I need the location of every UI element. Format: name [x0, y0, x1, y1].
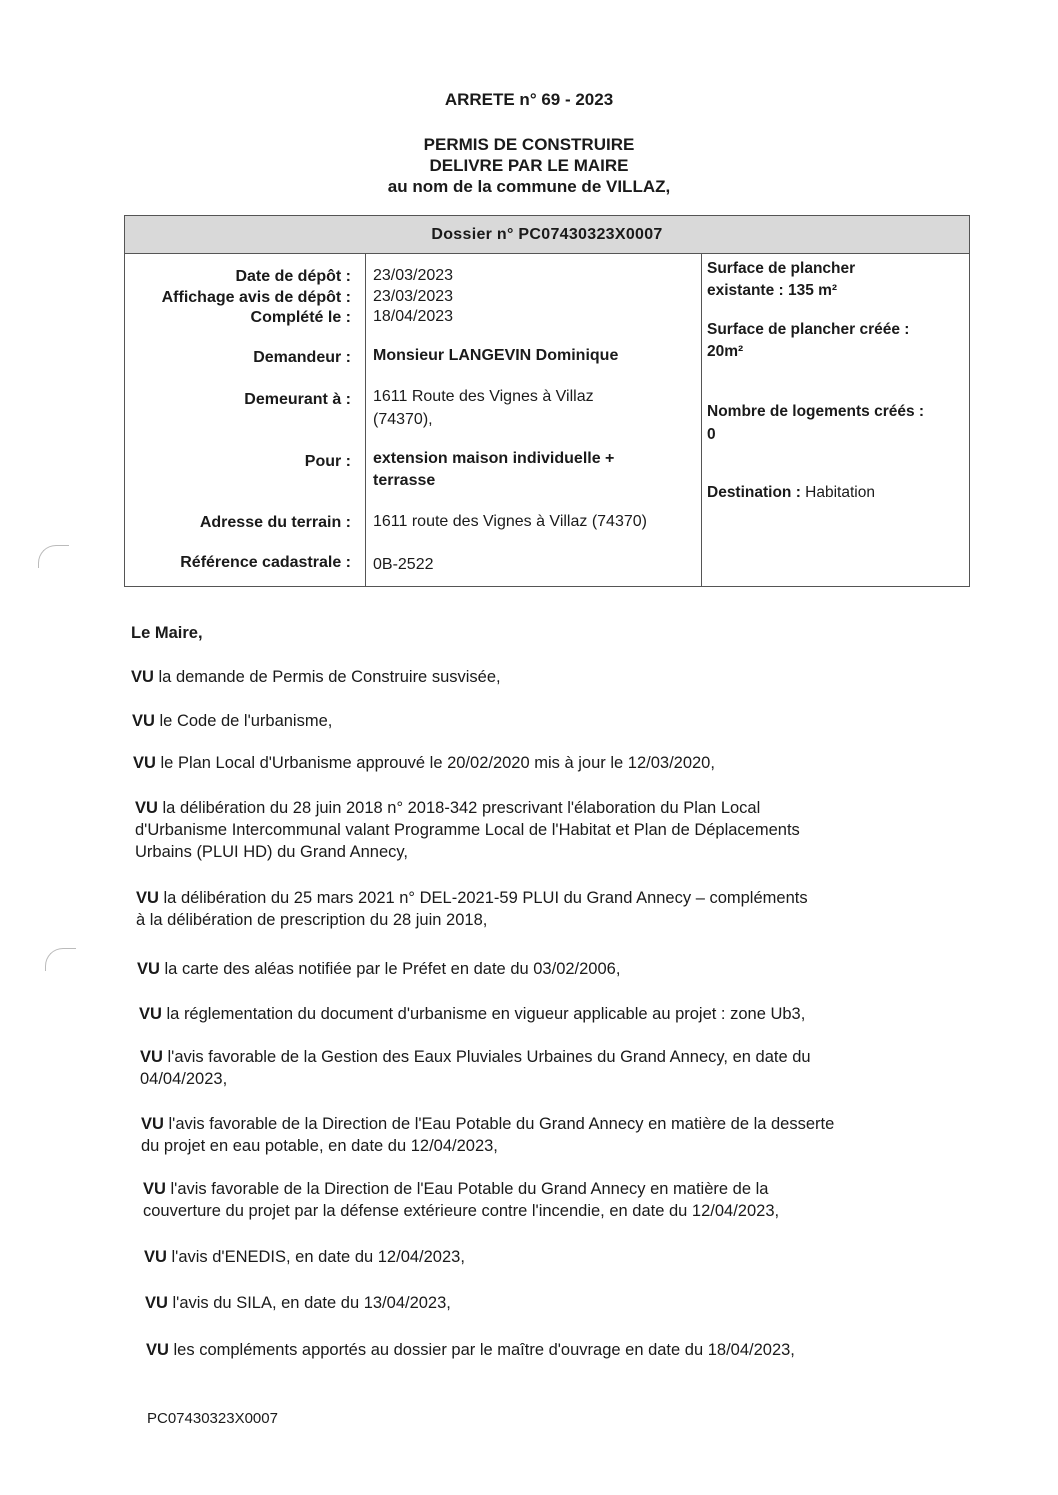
dossier-heading: Dossier n° PC07430323X0007 — [431, 226, 663, 243]
value-pour: extension maison individuelle + — [373, 450, 615, 467]
vu-keyword: VU — [141, 1115, 164, 1133]
vu-keyword: VU — [132, 712, 155, 730]
vu-paragraph-continuation — [141, 1135, 498, 1157]
value-date-depot: 23/03/2023 — [373, 267, 454, 284]
value-demeurant: 1611 Route des Vignes à Villaz — [373, 388, 594, 405]
surface-creee-line-2: 20m² — [707, 343, 744, 360]
title-line-2: DELIVRE PAR LE MAIRE — [429, 156, 629, 175]
surface-existante-line-1: Surface de plancher — [707, 260, 856, 277]
logements-line-2: 0 — [707, 426, 716, 443]
vu-text: d'Urbanisme Intercommunal valant Programme Local de l'Habitat et Plan de Déplacements — [135, 821, 800, 839]
value-demandeur: Monsieur LANGEVIN Dominique — [373, 347, 619, 364]
vu-text: couverture du projet par la défense extérieure contre l'incendie, en date du 12/04/2023, — [143, 1202, 780, 1220]
vu-paragraph — [144, 1246, 465, 1268]
vu-text: les compléments apportés au dossier par le maître d'ouvrage en date du 18/04/2023, — [173, 1341, 795, 1359]
surface-existante-line-2: existante : 135 m² — [707, 282, 838, 299]
vu-keyword: VU — [135, 799, 158, 817]
value-adresse-terrain: 1611 route des Vignes à Villaz (74370) — [373, 513, 647, 530]
value-reference-cadastrale: 0B-2522 — [373, 556, 434, 573]
destination-label: Destination : — [707, 484, 801, 501]
vu-text: l'avis du SILA, en date du 13/04/2023, — [172, 1294, 451, 1312]
vu-keyword: VU — [131, 668, 154, 686]
vu-paragraph — [139, 1003, 805, 1025]
label-demeurant: Demeurant à : — [244, 391, 351, 408]
opening-line: Le Maire, — [131, 624, 203, 642]
vu-paragraph — [131, 666, 501, 688]
column-divider-right — [701, 254, 702, 586]
vu-keyword: VU — [144, 1248, 167, 1266]
label-adresse-terrain: Adresse du terrain : — [199, 514, 351, 531]
vu-text: l'avis favorable de la Direction de l'Eau Potable du Grand Annecy en matière de la — [170, 1180, 769, 1198]
vu-paragraph — [146, 1339, 795, 1361]
vu-text: le Code de l'urbanisme, — [159, 712, 333, 730]
vu-keyword: VU — [133, 754, 156, 772]
title-line-1: PERMIS DE CONSTRUIRE — [423, 135, 635, 154]
label-affichage: Affichage avis de dépôt : — [161, 289, 351, 306]
vu-keyword: VU — [140, 1048, 163, 1066]
destination — [707, 484, 875, 502]
vu-keyword: VU — [136, 889, 159, 907]
value-complete: 18/04/2023 — [373, 308, 454, 325]
destination-value: Habitation — [800, 484, 875, 501]
vu-paragraph-continuation — [140, 1068, 227, 1090]
scan-punch-mark — [38, 545, 69, 568]
vu-paragraph — [143, 1178, 768, 1200]
column-divider-left — [365, 254, 366, 586]
vu-text: la délibération du 25 mars 2021 n° DEL-2021-59 PLUI du Grand Annecy – compléments — [163, 889, 808, 907]
vu-text: la carte des aléas notifiée par le Préfet en date du 03/02/2006, — [164, 960, 621, 978]
vu-paragraph — [141, 1113, 834, 1135]
vu-paragraph — [145, 1292, 451, 1314]
vu-paragraph-continuation — [135, 841, 408, 863]
dossier-heading-bar — [125, 216, 969, 254]
vu-text: le Plan Local d'Urbanisme approuvé le 20/02/2020 mis à jour le 12/03/2020, — [160, 754, 715, 772]
value-demeurant-cont: (74370), — [373, 411, 433, 428]
label-pour: Pour : — [304, 453, 351, 470]
vu-paragraph-continuation — [136, 909, 487, 931]
value-affichage: 23/03/2023 — [373, 288, 454, 305]
vu-text: l'avis favorable de la Direction de l'Eau Potable du Grand Annecy en matière de la desserte — [168, 1115, 835, 1133]
vu-keyword: VU — [143, 1180, 166, 1198]
vu-text: 04/04/2023, — [140, 1070, 228, 1088]
vu-keyword: VU — [145, 1294, 168, 1312]
vu-keyword: VU — [137, 960, 160, 978]
vu-text: Urbains (PLUI HD) du Grand Annecy, — [135, 843, 408, 861]
vu-paragraph — [136, 887, 808, 909]
label-reference-cadastrale: Référence cadastrale : — [180, 554, 351, 571]
value-pour-cont: terrasse — [373, 472, 436, 489]
title-line-3: au nom de la commune de VILLAZ, — [387, 177, 671, 196]
arrete-number: ARRETE n° 69 - 2023 — [444, 90, 614, 109]
dossier-box — [124, 215, 970, 587]
vu-text: l'avis favorable de la Gestion des Eaux Pluviales Urbaines du Grand Annecy, en date du — [167, 1048, 811, 1066]
vu-paragraph — [132, 710, 332, 732]
vu-keyword: VU — [139, 1005, 162, 1023]
scan-punch-mark — [45, 948, 76, 971]
vu-paragraph — [137, 958, 620, 980]
vu-text: à la délibération de prescription du 28 juin 2018, — [136, 911, 488, 929]
label-date-depot: Date de dépôt : — [235, 268, 351, 285]
vu-paragraph-continuation — [143, 1200, 779, 1222]
vu-keyword: VU — [146, 1341, 169, 1359]
vu-text: la délibération du 28 juin 2018 n° 2018-342 prescrivant l'élaboration du Plan Local — [162, 799, 761, 817]
footer-reference: PC07430323X0007 — [147, 1410, 278, 1427]
logements-line-1: Nombre de logements créés : — [707, 403, 925, 420]
vu-text: du projet en eau potable, en date du 12/04/2023, — [141, 1137, 498, 1155]
label-demandeur: Demandeur : — [253, 349, 351, 366]
surface-creee-line-1: Surface de plancher créée : — [707, 321, 910, 338]
vu-paragraph — [140, 1046, 811, 1068]
label-complete: Complété le : — [250, 309, 351, 326]
vu-paragraph — [133, 752, 715, 774]
vu-paragraph-continuation — [135, 819, 800, 841]
vu-text: la réglementation du document d'urbanisme en vigueur applicable au projet : zone Ub3, — [166, 1005, 806, 1023]
vu-text: l'avis d'ENEDIS, en date du 12/04/2023, — [171, 1248, 465, 1266]
vu-paragraph — [135, 797, 760, 819]
vu-text: la demande de Permis de Construire susvisée, — [158, 668, 501, 686]
